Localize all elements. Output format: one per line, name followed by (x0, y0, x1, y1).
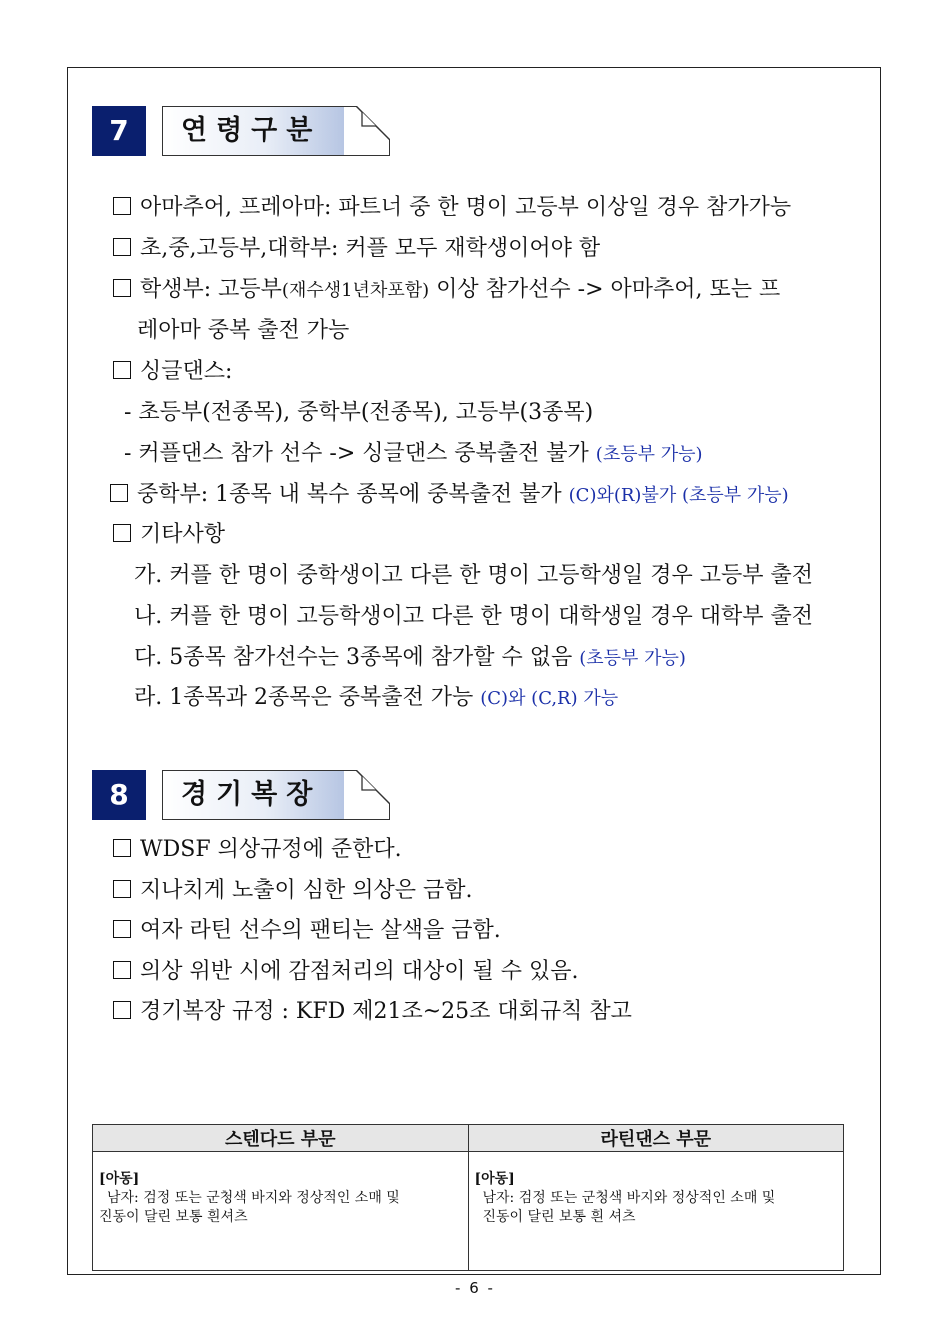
column-header: 스텐다드 부문 (93, 1125, 469, 1152)
page-number: - 6 - (455, 1279, 495, 1297)
sub-item: 나. 커플 한 명이 고등학생이고 다른 한 명이 대학생일 경우 대학부 출전 (134, 604, 813, 629)
list-item: 아마추어, 프레아마: 파트너 중 한 명이 고등부 이상일 경우 참가가능 (113, 193, 791, 223)
category-label: [아동] (474, 1171, 515, 1187)
list-item: 의상 위반 시에 감점처리의 대상이 될 수 있음. (113, 957, 578, 987)
cell-text: 남자: 검정 또는 군청색 바지와 정상적인 소매 및 (482, 1190, 776, 1206)
list-item: 여자 라틴 선수의 팬티는 살색을 금함. (113, 916, 501, 946)
folded-corner-icon (356, 106, 390, 140)
cell-text: 남자: 검정 또는 군청색 바지와 정상적인 소매 및 (107, 1190, 400, 1206)
list-item: 싱글댄스: (113, 357, 232, 387)
checkbox-icon (113, 279, 131, 297)
list-item: 경기복장 규정 : KFD 제21조~25조 대회규칙 참고 (113, 997, 632, 1027)
checkbox-icon (113, 880, 131, 898)
list-item: 기타사항 (113, 520, 225, 550)
dash-item: - 초등부(전종목), 중학부(전종목), 고등부(3종목) (124, 400, 594, 425)
table-cell (468, 1152, 844, 1271)
checkbox-icon (113, 920, 131, 938)
cell-text: 진동이 달린 보통 흰 셔츠 (482, 1209, 636, 1225)
sub-item: 라. 1종목과 2종목은 중복출전 가능 (C)와 (C,R) 가능 (134, 685, 619, 710)
checkbox-icon (110, 484, 128, 502)
list-item: WDSF 의상규정에 준한다. (113, 835, 402, 865)
checkbox-icon (113, 839, 131, 857)
list-item: 학생부: 고등부(재수생1년차포함) 이상 참가선수 -> 아마추어, 또는 프 (113, 275, 780, 306)
folded-corner-icon (356, 770, 390, 804)
section-title (162, 770, 390, 820)
table-header-row (93, 1125, 844, 1152)
note-text: (C)와 (C,R) 가능 (480, 688, 619, 709)
column-header: 라틴댄스 부문 (468, 1125, 844, 1152)
section-number: 7 (92, 106, 146, 156)
checkbox-icon (113, 1001, 131, 1019)
table-cell (93, 1152, 469, 1271)
note-text: (C)와(R)불가 (초등부 가능) (568, 485, 789, 506)
costume-table (92, 1124, 844, 1271)
list-item-continuation: 레아마 중복 출전 가능 (137, 318, 350, 343)
note-text: (초등부 가능) (579, 648, 686, 669)
checkbox-icon (113, 961, 131, 979)
checkbox-icon (113, 238, 131, 256)
checkbox-icon (113, 197, 131, 215)
section-title-text: 연령구분 (181, 115, 322, 146)
table-row (93, 1152, 844, 1271)
sub-item: 가. 커플 한 명이 중학생이고 다른 한 명이 고등학생일 경우 고등부 출전 (134, 563, 813, 588)
section-title (162, 106, 390, 156)
checkbox-icon (113, 361, 131, 379)
category-label: [아동] (99, 1171, 140, 1187)
cell-text: 진동이 달린 보통 흰셔츠 (99, 1209, 248, 1225)
section-number: 8 (92, 770, 146, 820)
list-item: 중학부: 1종목 내 복수 종목에 중복출전 불가 (C)와(R)불가 (초등부 가능) (110, 480, 789, 511)
dash-item: - 커플댄스 참가 선수 -> 싱글댄스 중복출전 불가 (초등부 가능) (124, 441, 703, 466)
list-item: 지나치게 노출이 심한 의상은 금함. (113, 876, 473, 906)
list-item: 초,중,고등부,대학부: 커플 모두 재학생이어야 함 (113, 234, 600, 264)
note-text: (초등부 가능) (595, 444, 703, 465)
sub-item: 다. 5종목 참가선수는 3종목에 참가할 수 없음 (초등부 가능) (134, 645, 686, 670)
section-title-text: 경기복장 (181, 779, 322, 810)
checkbox-icon (113, 524, 131, 542)
